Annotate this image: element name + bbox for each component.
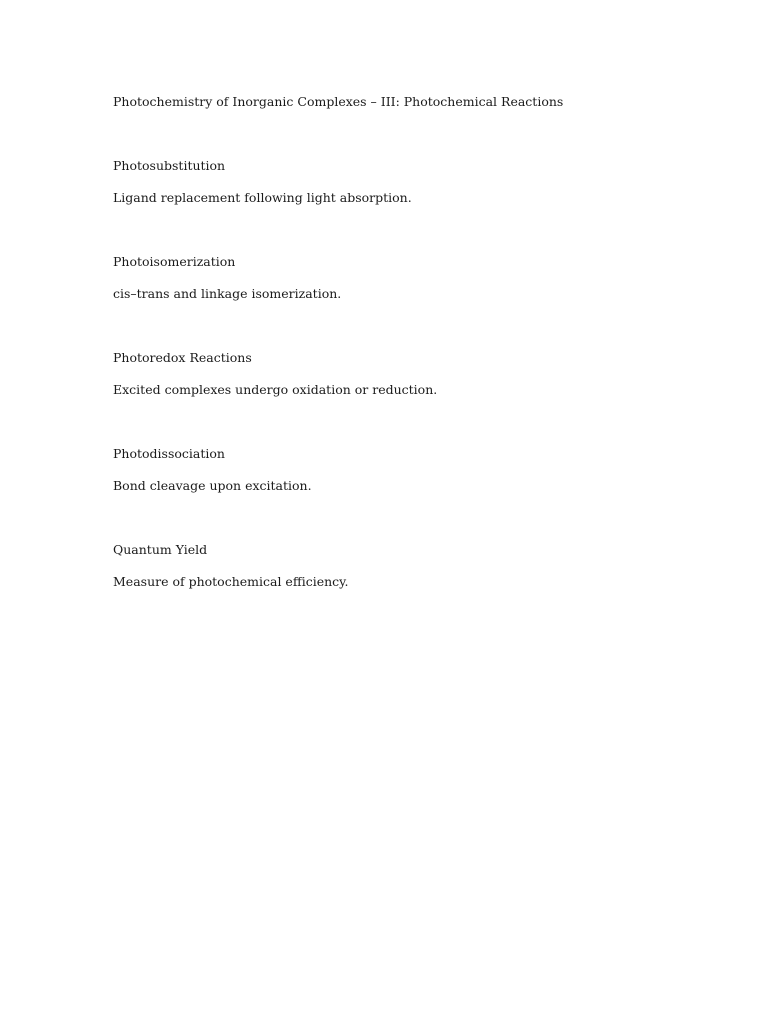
section-heading-quantum-yield: Quantum Yield: [113, 542, 208, 557]
section-heading-photoisomerization: Photoisomerization: [113, 254, 236, 269]
section-body-photoisomerization: cis–trans and linkage isomerization.: [113, 286, 342, 301]
section-heading-photodissociation: Photodissociation: [113, 446, 225, 461]
section-body-photosubstitution: Ligand replacement following light absorption.: [113, 190, 412, 205]
section-heading-photoredox: Photoredox Reactions: [113, 350, 252, 365]
section-body-photoredox: Excited complexes undergo oxidation or reduction.: [113, 382, 438, 397]
document-title: Photochemistry of Inorganic Complexes – III: Photochemical Reactions: [113, 94, 564, 109]
section-heading-photosubstitution: Photosubstitution: [113, 158, 226, 173]
section-body-quantum-yield: Measure of photochemical efficiency.: [113, 574, 349, 589]
section-body-photodissociation: Bond cleavage upon excitation.: [113, 478, 312, 493]
